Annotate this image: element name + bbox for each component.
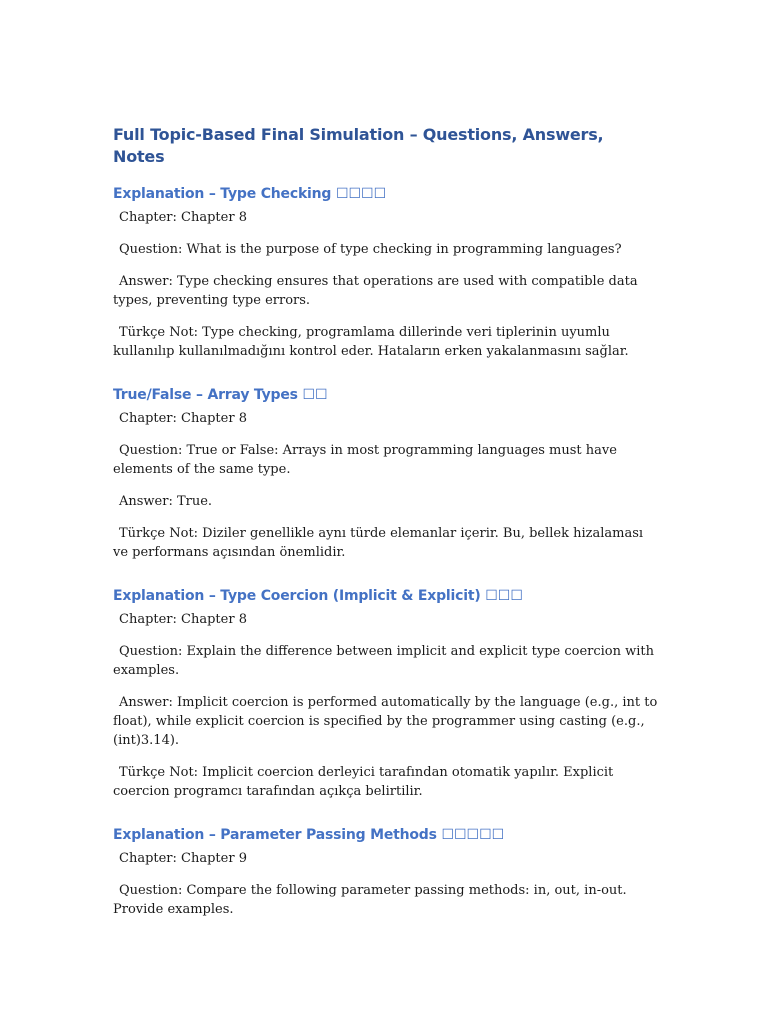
section-heading [113, 825, 658, 845]
turkish-note-line: Türkçe Not: Implicit coercion derleyici tarafından otomatik yapılır. Explicit coercion programcı tarafından açıkça belirtilir. [113, 765, 614, 799]
chapter-line: Chapter: Chapter 9 [119, 851, 247, 866]
section-parameter-passing [113, 825, 658, 919]
question-line: Question: Explain the difference between implicit and explicit type coercion with examples. [113, 644, 655, 678]
section-type-checking [113, 184, 658, 361]
section-heading [113, 586, 658, 606]
question-line: Question: True or False: Arrays in most programming languages must have elements of the same type. [113, 443, 617, 477]
document-title: Full Topic-Based Final Simulation – Questions, Answers, Notes [113, 125, 604, 166]
answer-line: Answer: True. [119, 494, 213, 509]
chapter-line: Chapter: Chapter 8 [119, 210, 247, 225]
section-heading [113, 385, 658, 405]
section-heading-text: Explanation – Parameter Passing Methods [113, 827, 437, 843]
section-type-coercion [113, 586, 658, 801]
chapter-line: Chapter: Chapter 8 [119, 411, 247, 426]
emoji-placeholder-icon: ☐☐☐ [485, 588, 523, 604]
chapter-line: Chapter: Chapter 8 [119, 612, 247, 627]
section-heading-text: Explanation – Type Coercion (Implicit & Explicit) [113, 588, 481, 604]
question-line: Question: What is the purpose of type checking in programming languages? [119, 242, 622, 257]
turkish-note-line: Türkçe Not: Type checking, programlama dillerinde veri tiplerinin uyumlu kullanılıp kullanılmadığını kontrol eder. Hataların erken yakalanmasını sağlar. [113, 325, 629, 359]
section-array-types [113, 385, 658, 562]
document-page [113, 124, 658, 943]
section-heading [113, 184, 658, 204]
turkish-note-line: Türkçe Not: Diziler genellikle aynı türde elemanlar içerir. Bu, bellek hizalaması ve performans açısından önemlidir. [113, 526, 644, 560]
answer-line: Answer: Implicit coercion is performed automatically by the language (e.g., int to float), while explicit coercion is specified by the programmer using casting (e.g., (int)3.14). [113, 695, 658, 748]
section-heading-text: True/False – Array Types [113, 387, 298, 403]
answer-line: Answer: Type checking ensures that operations are used with compatible data types, preventing type errors. [113, 274, 638, 308]
section-heading-text: Explanation – Type Checking [113, 186, 332, 202]
emoji-placeholder-icon: ☐☐☐☐ [335, 186, 387, 202]
emoji-placeholder-icon: ☐☐ [302, 387, 328, 403]
question-line: Question: Compare the following parameter passing methods: in, out, in-out. Provide examples. [113, 883, 627, 917]
emoji-placeholder-icon: ☐☐☐☐☐ [441, 827, 505, 843]
